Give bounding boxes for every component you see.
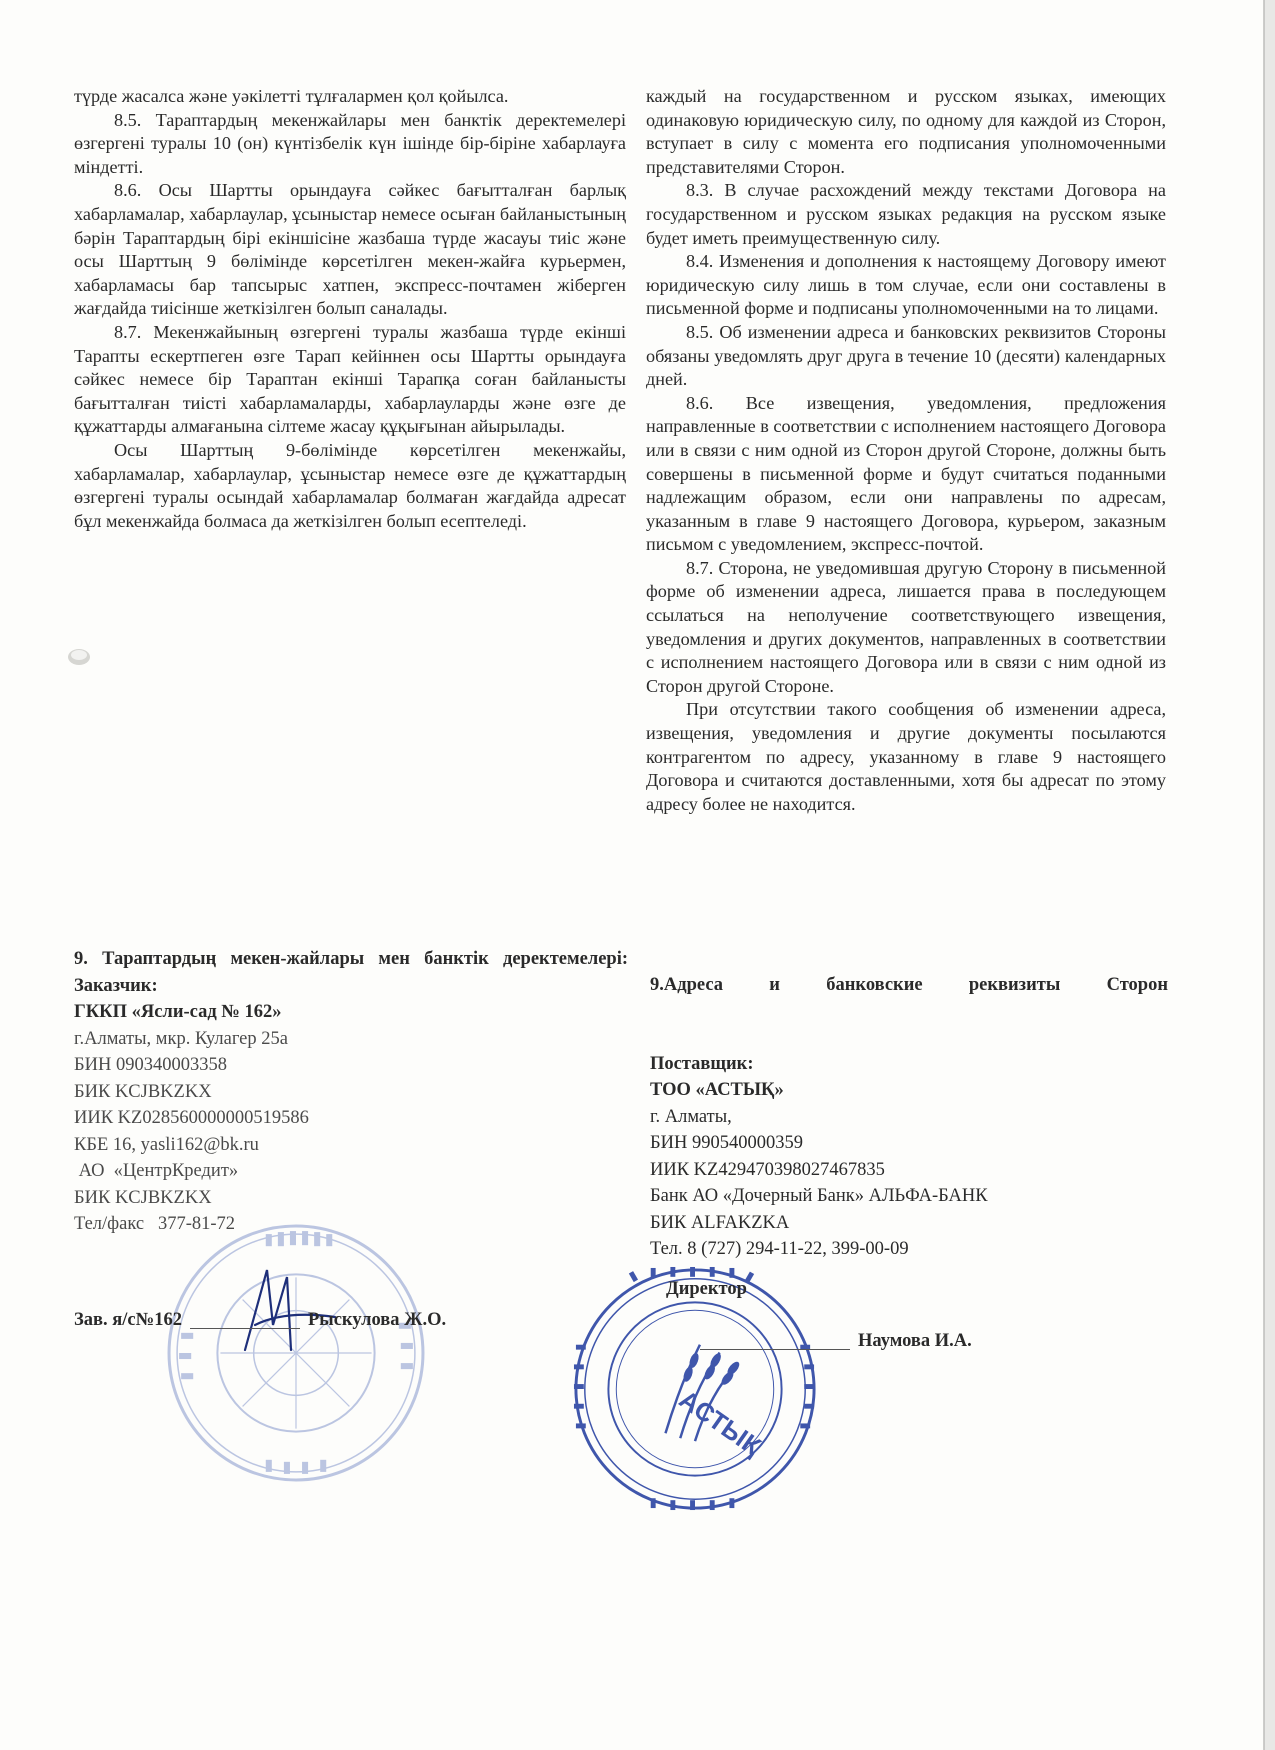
ru-paragraph-8-6: 8.6. Все извещения, уведомления, предложения направленные в соответствии с исполнением настоящего Договора или в связи с ним одной из Сторон другой Стороне, должны быть совершены в письменной форме и будут считаться поданными надлежащим образом, если они направлены по адресам, указанным в главе 9 настоящего Договора, курьером, заказным письмом с уведомлением, экспресс-почтой. [646,392,1166,555]
ru-paragraph-8-3: 8.3. В случае расхождений между текстами Договора на государственном и русском языках редакция на русском языке будет иметь преимущественную силу. [646,180,1166,248]
customer-bik: БИК KCJBKZKX [74,1081,212,1102]
punch-hole-mark [64,640,94,670]
ru-paragraph-8-7: 8.7. Сторона, не уведомившая другую Сторону в письменной форме об изменении адреса, лишается права в последующем ссылаться на неполучение соответствующего извещения, уведомления и других документов, направленных в соответствии с исполнением настоящего Договора или в связи с ним одной из Сторон другой Стороне. [646,557,1166,696]
kazakh-terms-column [74,85,626,533]
kz-paragraph-8-7: 8.7. Мекенжайының өзгергені туралы жазбаша түрде екінші Тарапты ескертпеген өзге Тарап кейіннен осы Шартты орындауға сәйкес немесе бір Тараптан екінші Тарапқа соған байланысты бағытталған тиісті хабарламаларды, хабарлауларды және өзге де құжаттарды алмағанына сілтеме жасау құқығынан айырылады. [74,321,626,437]
scan-edge-shadow [1250,0,1275,1750]
ru-paragraph-continuation: каждый на государственном и русском языках, имеющих одинаковую юридическую силу, по одному для каждой из Сторон, вступает в силу с момента его подписания уполномоченными представителями Сторон. [646,86,1166,177]
supplier-role-label: Поставщик: [650,1053,754,1074]
supplier-signature-block [700,1331,972,1352]
customer-phone: Тел/факс 377-81-72 [74,1214,236,1234]
supplier-phone: Тел. 8 (727) 294-11-22, 399-00-09 [650,1239,909,1259]
right-round-seal [572,1266,818,1512]
supplier-name: ТОО «АСТЫҚ» [650,1080,784,1100]
ru-paragraph-8-5: 8.5. Об изменении адреса и банковских реквизитов Стороны обязаны уведомлять друг друга в течение 10 (десяти) календарных дней. [646,321,1166,390]
supplier-bin: БИН 990540000359 [650,1133,803,1153]
ru-paragraph-8-4: 8.4. Изменения и дополнения к настоящему Договору имеют юридическую силу лишь в том случае, если они составлены в письменной форме и подписаны уполномоченными на то лицами. [646,251,1166,319]
supplier-section-title: 9.Адреса и банковские реквизиты Сторон [650,975,1168,995]
customer-sign-line [190,1328,300,1329]
customer-bin: БИН 090340003358 [74,1055,227,1075]
supplier-city: г. Алматы, [650,1106,732,1127]
kz-paragraph-8-5: 8.5. Тараптардың мекенжайлары мен банктік деректемелері өзгергені туралы 10 (он) күнтізбелік күн ішінде бір-біріне хабарлауға міндетті. [74,109,626,177]
supplier-sign-title: Директор [666,1279,747,1299]
customer-bik-2: БИК KCJBKZKX [74,1187,212,1208]
customer-signature-block [74,1310,534,1331]
kz-paragraph-continuation: түрде жасалса және уәкілетті тұлғалармен қол қойылса. [74,86,509,106]
customer-bank: АО «ЦентрКредит» [74,1161,239,1181]
customer-sign-name: Рыскулова Ж.О. [307,1310,447,1330]
seal-center-word: АСТЫҚ [673,1385,766,1462]
customer-sign-title: Зав. я/с№162 [74,1310,182,1330]
customer-iik: ИИК KZ028560000000519586 [74,1108,309,1128]
ru-paragraph-address-note: При отсутствии такого сообщения об изменении адреса, извещения, уведомления и другие документы посылаются контрагентом по адресу, указанному в главе 9 настоящего Договора и считаются доставленными, хотя бы адресат по этому адресу более не находится. [646,699,1166,814]
customer-address: г.Алматы, мкр. Кулагер 25а [74,1028,288,1049]
customer-kbe-email: КБЕ 16, yasli162@bk.ru [74,1134,259,1155]
customer-name: ГККП «Ясли-сад № 162» [74,1002,282,1022]
supplier-bik: БИК ALFAKZKA [650,1212,790,1233]
customer-role-label: Заказчик: [74,975,158,996]
kz-paragraph-8-6: 8.6. Осы Шартты орындауға сәйкес бағытталған барлық хабарламалар, хабарлаулар, ұсыныстар немесе осыған байланыстының бәрін Тараптардың бірі екіншісіне жазбаша түрде жасауы тиіс және осы Шарттың 9 бөлімінде көрсетілген мекен-жайға курьермен, хабарламасы бар тапсырыс хатпен, экспресс-почтамен жіберген жағдайда тиісінше жеткізілген болып саналады. [74,180,626,319]
supplier-requisites [650,972,1168,1263]
supplier-iik: ИИК KZ429470398027467835 [650,1159,885,1180]
customer-requisites [74,946,628,1238]
customer-section-title: 9. Тараптардың мекен-жайлары мен банктік деректемелері: [74,949,628,969]
supplier-sign-line [700,1349,850,1350]
russian-terms-column [646,85,1166,816]
supplier-bank: Банк АО «Дочерный Банк» АЛЬФА-БАНК [650,1186,988,1206]
supplier-sign-name: Наумова И.А. [858,1331,972,1351]
kz-paragraph-address-note: Осы Шарттың 9-бөлімінде көрсетілген мекенжайы, хабарламалар, хабарлаулар, ұсыныстар немесе өзге де құжаттардың өзгергені туралы осындай хабарламалар болмаған жағдайда адресат бұл мекенжайда болмаса да жеткізілген болып есептеледі. [74,439,626,531]
